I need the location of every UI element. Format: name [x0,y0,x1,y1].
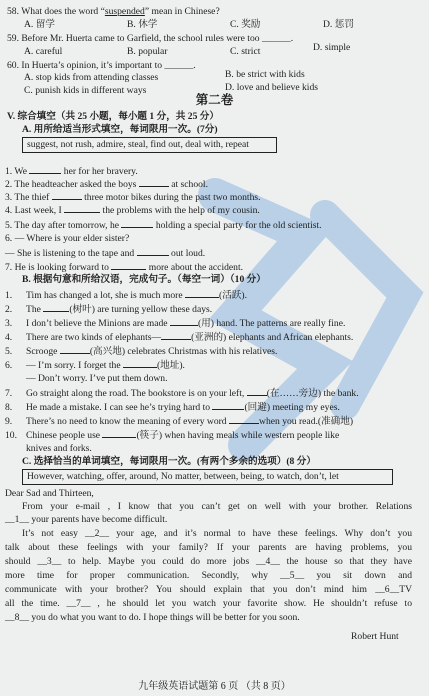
b-item-8-num: 8. [5,402,13,413]
b-item-6-num: 6. [5,360,13,371]
letter-line-5: should __3__ to help. Maybe you could do more jobs __4__ the house so that they have [5,556,412,567]
b-item-5-num: 5. [5,346,13,357]
a-item-6: 6. — Where is your elder sister? [5,233,130,244]
part-two-title: 第二卷 [195,93,234,107]
b-item-3 [5,316,345,330]
a-item-7-post: more about the accident. [146,262,244,273]
b-item-6 [5,358,185,372]
b-item-2-num: 2. [5,304,13,315]
b-item-1-post: (活跃). [219,290,247,301]
q58-option-b[interactable]: B. 休学 [127,19,158,30]
q59-option-d[interactable]: D. simple [313,42,351,53]
a-item-4-post: the problems with the help of my cousin. [100,205,260,216]
b-item-8-post: (回避) meeting my eyes. [244,402,340,413]
letter-line-9: __8__ you do what you want to do. I hope things will be better for you soon. [5,612,300,623]
b-item-10b-text: knives and forks. [26,443,92,454]
q59-option-a[interactable]: A. careful [24,46,63,57]
b-item-2 [5,302,212,316]
b-item-7 [5,386,359,400]
b-item-3-post: (用) hand. The patterns are really fine. [197,318,346,329]
b-item-1-blank[interactable] [185,288,219,298]
b-item-1-pre: Tim has changed a lot, she is much more [26,290,185,301]
b-item-10-pre: Chinese people use [26,430,103,441]
section-a-heading: A. 用所给适当形式填空，每词限用一次。(7分) [22,124,218,135]
b-item-2-post: (树叶) are turning yellow these days. [69,304,213,315]
b-item-3-blank[interactable] [170,316,198,326]
q58-option-d[interactable]: D. 惩罚 [323,19,354,30]
b-item-2-blank[interactable] [43,302,69,312]
a-item-5-pre: 5. The day after tomorrow, he [5,220,122,231]
b-item-8 [5,400,340,414]
b-item-7-blank[interactable] [247,386,267,396]
question-58 [7,5,220,18]
a-item-6b [5,246,205,260]
b-item-5-post: (高兴地) celebrates Christmas with his relatives. [89,346,278,357]
page-footer: 九年级英语试题第 6 页 （共 8 页） [138,681,291,692]
letter-line-8: all the time. __7__ , he should let you watch your favorite show. He shouldn’t refuse to [5,598,412,609]
b-item-10-num: 10. [5,430,17,441]
b-item-8-pre: He made a mistake. I can see he’s trying hard to [26,402,213,413]
b-item-5-pre: Scrooge [26,346,60,357]
b-item-9-blank[interactable] [229,414,259,424]
q58-option-c[interactable]: C. 奖励 [230,19,261,30]
b-item-4-num: 4. [5,332,13,343]
b-item-5-blank[interactable] [60,344,90,354]
b-item-10-post: (筷子) when having meals while western people like [136,430,340,441]
letter-line-1: From your e-mail , I know that you can’t get on well with your brother. Relations [22,501,412,512]
b-item-6b [5,372,167,385]
question-60: 60. In Huerta’s opinion, it’s important to ______. [7,60,196,71]
a-item-7-pre: 7. He is looking forward to [5,262,112,273]
b-item-7-post: (在……旁边) the bank. [266,388,359,399]
q58-stem-word: suspended [104,6,145,17]
q59-option-b[interactable]: B. popular [127,46,168,57]
q60-option-c[interactable]: C. punish kids in different ways [24,85,147,96]
a-item-2-post: at school. [168,179,208,190]
b-item-9 [5,414,353,428]
a-item-3-post: three motor bikes during the past two months. [81,192,261,203]
letter-greeting: Dear Sad and Thirteen, [5,488,94,499]
a-item-3-blank[interactable] [52,190,82,200]
a-item-6-blank[interactable] [137,246,169,256]
b-item-3-pre: I don’t believe the Minions are made [26,318,170,329]
a-item-7-blank[interactable] [111,260,146,270]
q59-option-c[interactable]: C. strict [230,46,261,57]
q60-option-b[interactable]: B. be strict with kids [225,69,305,80]
a-item-6b-post: out loud. [168,248,206,259]
b-item-9-pre: There’s no need to know the meaning of every word [26,416,230,427]
q60-option-a[interactable]: A. stop kids from attending classes [24,72,159,83]
a-item-5-post: holding a special party for the old scientist. [153,220,322,231]
a-item-1-post: her for her bravery. [61,166,138,177]
b-item-6b-text: — Don’t worry. I’ve put them down. [26,373,168,384]
q58-option-a[interactable]: A. 留学 [24,19,55,30]
letter-line-7: communicate with your brother? You should explain that you don’t mind him __6__TV [5,584,412,595]
b-item-1-num: 1. [5,290,13,301]
section-c-word-box: However, watching, offer, around, No matter, between, being, to watch, don’t, let [22,469,393,485]
a-item-2-blank[interactable] [139,177,169,187]
section-b-heading: B. 根据句意和所给汉语，完成句子。（每空一词）（10 分） [22,274,266,285]
b-item-5 [5,344,277,358]
section-a-word-box: suggest, not rush, admire, steal, find out, deal with, repeat [22,137,277,153]
b-item-10b [5,442,92,455]
b-item-9-post: when you read.(准确地) [259,416,354,427]
a-item-4 [5,203,260,217]
b-item-7-pre: Go straight along the road. The bookstore is on your left, [26,388,247,399]
q58-stem-a: 58. What does the word “ [7,6,105,17]
section-c-heading: C. 选择恰当的单词填空，每词限用一次。(有两个多余的选项）(8 分） [22,456,316,467]
b-item-3-num: 3. [5,318,13,329]
b-item-6-blank[interactable] [123,358,157,368]
b-item-9-num: 9. [5,416,13,427]
b-item-2-pre: The [26,304,44,315]
b-item-4 [5,330,353,344]
a-item-2-pre: 2. The headteacher asked the boys [5,179,139,190]
b-item-6-post: (地址). [156,360,185,371]
b-item-10-blank[interactable] [102,428,136,438]
a-item-5 [5,218,322,232]
b-item-8-blank[interactable] [212,400,244,410]
letter-line-2: __1__ your parents have become difficult. [5,514,168,525]
section-v-heading: V. 综合填空（共 25 小题，每小题 1 分，共 25 分） [7,111,219,122]
a-item-1-blank[interactable] [29,164,61,174]
a-item-6b-pre: — She is listening to the tape and [5,248,137,259]
letter-signature: Robert Hunt [351,631,399,642]
question-59: 59. Before Mr. Huerta came to Garfield, the school rules were too ______. [7,33,294,44]
b-item-1 [5,288,247,302]
a-item-5-blank[interactable] [121,218,153,228]
b-item-4-post: (亚洲的) elephants and African elephants. [191,332,354,343]
b-item-6-pre: — I’m sorry. I forget the [26,360,123,371]
q60-option-d[interactable]: D. love and believe kids [225,82,318,93]
a-item-1-pre: 1. We [5,166,30,177]
b-item-7-num: 7. [5,388,13,399]
a-item-4-pre: 4. Last week, I [5,205,65,216]
a-item-3-pre: 3. The thief [5,192,52,203]
q58-stem-b: ” mean in Chinese? [144,6,220,17]
letter-line-3: It’s not easy __2__ your age, and it’s normal to have these feelings. Why don’t you [22,528,412,539]
a-item-4-blank[interactable] [64,203,100,213]
letter-line-4: talk about these feelings with your family? If your parents are having problems, you [5,542,412,553]
b-item-10 [5,428,339,442]
b-item-4-pre: There are two kinds of elephants— [26,332,162,343]
b-item-4-blank[interactable] [161,330,191,340]
letter-line-6: more time for proper communication. Secondly, why __5__ you sit down and [5,570,412,581]
